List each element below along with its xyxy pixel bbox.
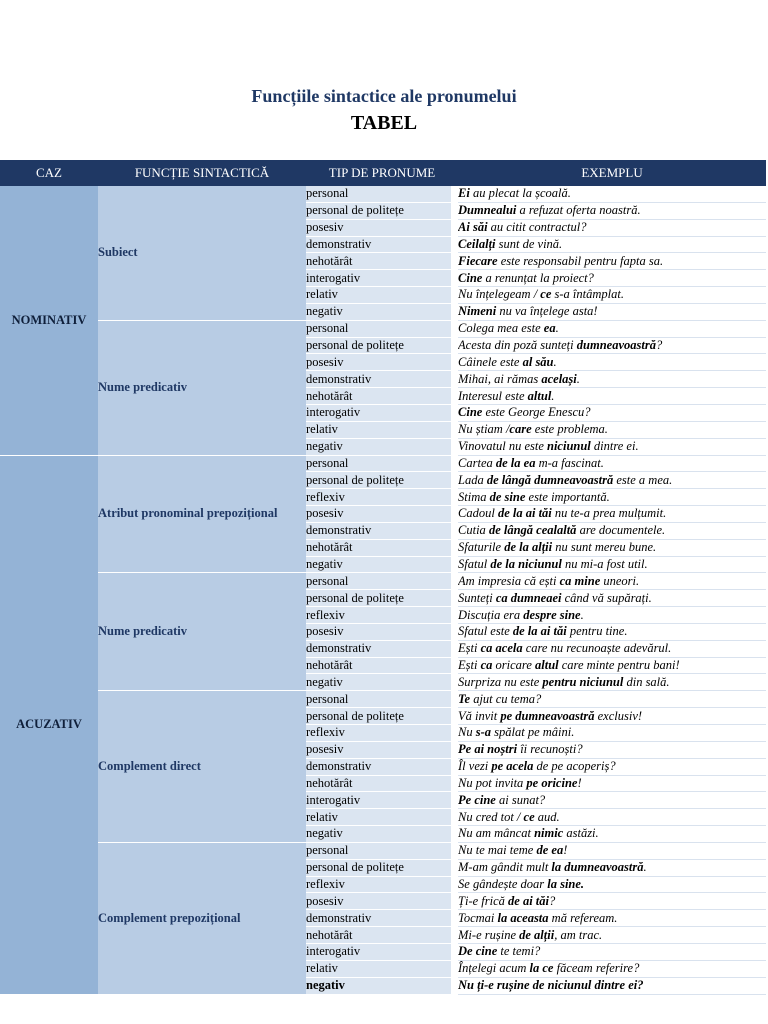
pronoun-type-cell: demonstrativ [306,522,451,539]
example-cell [458,421,766,438]
example-cell [458,775,766,792]
example-pronoun: Ai săi [458,220,488,235]
example-pronoun: Ceilalți [458,236,496,251]
pronoun-type-cell: reflexiv [306,725,451,742]
example-pronoun: de la ai tăi [497,506,552,521]
column-gap [451,573,458,590]
syntactic-function-cell: Complement prepozițional [98,842,306,994]
example-cell [458,186,766,202]
column-gap [451,337,458,354]
pronoun-type-cell: negativ [306,977,451,994]
example-text: Surpriza nu este [458,674,543,689]
pronoun-type-cell: personal [306,186,451,202]
column-gap [451,287,458,304]
example-pronoun: care [509,422,532,437]
example-text: ajut cu tema? [470,691,542,706]
example-cell [458,960,766,977]
example-text: Nu știam / [458,422,510,437]
column-gap [451,320,458,337]
example-text: oricare [492,658,535,673]
example-text: Nu am mâncat [458,826,535,841]
example-cell [458,219,766,236]
example-pronoun: la sine. [547,877,585,892]
pronoun-type-cell: personal de politețe [306,590,451,607]
column-gap [451,960,458,977]
example-text: Nu te mai teme [458,843,537,858]
example-pronoun: de la ai tăi [512,624,567,639]
pronoun-type-cell: personal de politețe [306,337,451,354]
example-pronoun: Ei [458,186,470,201]
example-text: nu sunt mereu bune. [552,540,657,555]
column-gap [451,826,458,843]
column-gap [451,657,458,674]
example-cell [458,842,766,859]
document-title: Funcțiile sintactice ale pronumelui [251,86,517,106]
example-text: Ți-e frică [458,893,509,908]
case-cell: ACUZATIV [0,455,98,994]
example-text: nu va înțelege asta! [496,304,598,319]
syntactic-function-cell: Atribut pronominal prepozițional [98,455,306,573]
column-gap [451,438,458,455]
pronoun-type-cell: relativ [306,809,451,826]
example-text: nu mi-a fost util. [561,556,648,571]
example-pronoun: pe oricine [526,775,578,790]
pronoun-type-cell: personal [306,842,451,859]
example-pronoun: același [541,371,577,386]
example-text: . [576,371,580,386]
example-text: Acesta din poză sunteți [458,338,577,353]
example-cell [458,809,766,826]
example-cell [458,337,766,354]
example-text: este importantă. [525,489,610,504]
column-gap [451,455,458,472]
pronoun-type-cell: posesiv [306,741,451,758]
example-text: sunt de vină. [495,236,563,251]
example-text: Ești [458,641,481,656]
example-pronoun: altul [527,388,552,403]
pronoun-type-cell: interogativ [306,943,451,960]
pronoun-type-cell: demonstrativ [306,236,451,253]
example-text: au plecat la școală. [469,186,571,201]
column-gap [451,202,458,219]
example-cell [458,472,766,489]
example-pronoun: ce [540,287,552,302]
example-pronoun: ca dumneaei [495,590,562,605]
example-cell [458,893,766,910]
table-row [0,691,766,708]
pronoun-type-cell: demonstrativ [306,640,451,657]
table-header-row [0,160,766,186]
example-pronoun: de sine [489,489,526,504]
example-pronoun: Pe cine [458,792,496,807]
example-text: este George Enescu? [482,405,591,420]
syntactic-function-cell: Nume predicativ [98,320,306,455]
pronoun-type-cell: relativ [306,421,451,438]
column-gap [451,725,458,742]
column-gap [451,556,458,573]
pronoun-type-cell: posesiv [306,354,451,371]
example-cell [458,741,766,758]
example-text: exclusiv! [594,708,643,723]
example-cell [458,977,766,994]
example-text: Nu cred tot / [458,809,524,824]
example-cell [458,691,766,708]
column-gap [451,674,458,691]
pronoun-type-cell: personal de politețe [306,202,451,219]
example-cell [458,859,766,876]
example-text: de pe acoperiș? [533,759,616,774]
column-gap [451,270,458,287]
pronoun-type-cell: nehotărât [306,539,451,556]
example-cell [458,388,766,405]
example-text: Vă invit [458,708,501,723]
example-pronoun: ca acela [480,641,523,656]
column-gap [451,758,458,775]
pronoun-type-cell: posesiv [306,506,451,523]
example-cell [458,927,766,944]
example-pronoun: Nimeni [458,304,497,319]
example-pronoun: la ce [529,961,554,976]
example-text: făceam referire? [553,961,640,976]
pronoun-type-cell: relativ [306,287,451,304]
column-gap [451,219,458,236]
pronoun-type-cell: negativ [306,438,451,455]
example-cell [458,623,766,640]
example-text: Cartea [458,455,496,470]
table-row [0,186,766,202]
example-cell [458,758,766,775]
example-text: m-a fascinat. [535,455,604,470]
example-text: Mi-e rușine [458,927,520,942]
example-text: Mihai, ai rămas [458,371,542,386]
pronoun-type-cell: personal [306,320,451,337]
example-pronoun: Te [458,691,471,706]
example-pronoun: pe dumneavoastră [500,708,595,723]
example-text: Vinovatul nu este [458,439,547,454]
example-text: . [555,321,559,336]
example-text: ? [655,338,663,353]
example-text: , am trac. [554,927,603,942]
pronoun-type-cell: personal [306,573,451,590]
example-text: a refuzat oferta noastră. [516,203,641,218]
example-text: din sală. [623,674,670,689]
pronoun-type-cell: demonstrativ [306,758,451,775]
example-cell [458,708,766,725]
example-text: Câinele este [458,354,523,369]
example-pronoun: de la alții [504,540,553,555]
example-text: Stima [458,489,490,504]
example-pronoun: de lângă dumneavoastră [486,472,614,487]
example-text: au citit contractul? [487,220,587,235]
example-text: Sfatul este [458,624,513,639]
example-cell [458,253,766,270]
example-pronoun: nimic [534,826,564,841]
example-text: este a mea. [613,472,673,487]
example-cell [458,320,766,337]
example-pronoun: Pe ai noștri [458,742,518,757]
example-text: . [643,860,647,875]
example-text: are documentele. [576,523,666,538]
example-pronoun: Cine [458,405,483,420]
pronoun-type-cell: nehotărât [306,253,451,270]
example-cell [458,792,766,809]
column-gap [451,371,458,388]
column-gap [451,640,458,657]
example-text: a renunțat la proiect? [482,270,594,285]
pronoun-type-cell: interogativ [306,404,451,421]
column-gap [451,607,458,624]
pronoun-type-cell: reflexiv [306,876,451,893]
example-pronoun: De cine [458,944,498,959]
column-gap [451,943,458,960]
syntactic-function-cell: Complement direct [98,691,306,843]
pronoun-type-cell: personal de politețe [306,472,451,489]
example-text: dintre ei. [590,439,639,454]
example-pronoun: de ea [536,843,564,858]
example-cell [458,287,766,304]
example-text: Nu [458,725,476,740]
example-text: . [553,354,557,369]
pronoun-type-cell: posesiv [306,623,451,640]
example-pronoun: ea [543,321,556,336]
column-gap [451,809,458,826]
example-pronoun: Nu ți-e rușine de niciunul dintre ei? [458,978,644,993]
table-row [0,455,766,472]
example-text: Nu înțelegeam / [458,287,541,302]
pronoun-type-cell: demonstrativ [306,371,451,388]
pronoun-type-cell: negativ [306,674,451,691]
example-text: Tocmai [458,910,498,925]
pronoun-type-cell: relativ [306,960,451,977]
example-pronoun: la aceasta [497,910,549,925]
example-cell [458,826,766,843]
example-text: Interesul este [458,388,528,403]
example-text: . [551,388,555,403]
example-text: Sfaturile [458,540,505,555]
example-text: Sunteți [458,590,496,605]
example-text: mă refeream. [548,910,618,925]
example-text: ! [563,843,568,858]
pronoun-type-cell: demonstrativ [306,910,451,927]
pronoun-type-cell: reflexiv [306,489,451,506]
example-text: este problema. [531,422,608,437]
pronoun-type-cell: nehotărât [306,775,451,792]
column-gap [451,927,458,944]
column-gap [451,859,458,876]
pronoun-type-cell: negativ [306,556,451,573]
pronoun-type-cell: posesiv [306,219,451,236]
example-pronoun: la dumneavoastră [551,860,644,875]
example-pronoun: Fiecare [458,253,498,268]
example-cell [458,539,766,556]
example-cell [458,556,766,573]
column-gap [451,522,458,539]
table-body [0,186,766,994]
example-cell [458,674,766,691]
table-row [0,842,766,859]
pronoun-type-cell: negativ [306,303,451,320]
table-row [0,320,766,337]
column-gap [451,623,458,640]
column-gap [451,388,458,405]
example-cell [458,943,766,960]
example-cell [458,270,766,287]
example-text: Se gândește doar [458,877,548,892]
example-cell [458,506,766,523]
example-text: îi recunoști? [517,742,583,757]
column-gap [451,404,458,421]
header-example: EXEMPLU [458,160,766,186]
example-pronoun: dumneavoastră [576,338,656,353]
example-text: te temi? [497,944,541,959]
column-gap [451,472,458,489]
example-text: Cutia [458,523,489,538]
column-gap [451,910,458,927]
example-text: Colega mea este [458,321,544,336]
header-function: FUNCȚIE SINTACTICĂ [98,160,306,186]
pronoun-type-cell: nehotărât [306,657,451,674]
example-text: aud. [534,809,560,824]
column-gap [451,539,458,556]
example-text: astăzi. [563,826,599,841]
column-gap [451,893,458,910]
column-gap [451,421,458,438]
example-text: Discuția era [458,607,524,622]
example-text: Am impresia că ești [458,573,560,588]
example-cell [458,489,766,506]
example-pronoun: de la ea [495,455,536,470]
example-text: este responsabil pentru fapta sa. [497,253,664,268]
example-cell [458,236,766,253]
pronoun-type-cell: negativ [306,826,451,843]
header-case: CAZ [0,160,98,186]
column-gap [451,977,458,994]
syntactic-function-cell: Subiect [98,186,306,320]
example-pronoun: s-a [475,725,492,740]
example-cell [458,876,766,893]
column-gap [451,708,458,725]
example-pronoun: Dumnealui [458,203,517,218]
pronoun-type-cell: posesiv [306,893,451,910]
column-gap [451,506,458,523]
example-pronoun: ce [523,809,535,824]
example-pronoun: Cine [458,270,483,285]
example-pronoun: ca [480,658,493,673]
example-text: Lada [458,472,487,487]
example-text: ? [548,893,556,908]
column-gap [451,590,458,607]
example-cell [458,303,766,320]
column-gap [451,186,458,202]
example-cell [458,455,766,472]
column-gap [451,792,458,809]
document-subtitle: TABEL [350,112,418,134]
pronoun-type-cell: personal [306,455,451,472]
example-pronoun: altul [535,658,559,673]
column-gap [451,354,458,371]
example-cell [458,202,766,219]
example-text: Îl vezi [458,759,492,774]
example-pronoun: despre sine [523,607,581,622]
example-text: Cadoul [458,506,498,521]
pronoun-type-cell: reflexiv [306,607,451,624]
example-cell [458,640,766,657]
example-pronoun: de la niciunul [490,556,562,571]
example-cell [458,354,766,371]
example-text: când vă supărați. [561,590,652,605]
example-text: care minte pentru bani! [558,658,680,673]
column-gap [451,775,458,792]
example-pronoun: pentru niciunul [542,674,624,689]
example-text: Ești [458,658,481,673]
example-cell [458,590,766,607]
example-pronoun: ca mine [559,573,601,588]
pronoun-type-cell: interogativ [306,270,451,287]
example-pronoun: pe acela [491,759,534,774]
example-cell [458,910,766,927]
example-cell [458,657,766,674]
example-text: ! [577,775,582,790]
example-text: M-am gândit mult [458,860,552,875]
example-cell [458,438,766,455]
example-pronoun: al său [522,354,554,369]
example-cell [458,607,766,624]
example-pronoun: niciunul [547,439,591,454]
pronoun-type-cell: nehotărât [306,388,451,405]
example-cell [458,573,766,590]
example-text: nu te-a prea mulțumit. [551,506,667,521]
example-text: care nu recunoaște adevărul. [522,641,672,656]
case-cell: NOMINATIV [0,186,98,455]
pronoun-type-cell: personal [306,691,451,708]
example-pronoun: de alții [519,927,555,942]
pronoun-type-cell: personal de politețe [306,859,451,876]
pronoun-type-cell: nehotărât [306,927,451,944]
example-cell [458,371,766,388]
column-gap [451,253,458,270]
column-gap [451,236,458,253]
example-pronoun: de lângă cealaltă [488,523,577,538]
column-gap [451,876,458,893]
example-text: uneori. [600,573,640,588]
header-pronoun-type: TIP DE PRONUME [306,160,458,186]
column-gap [451,489,458,506]
example-text: . [580,607,584,622]
example-text: Înțelegi acum [458,961,530,976]
example-cell [458,404,766,421]
pronoun-type-cell: interogativ [306,792,451,809]
pronoun-functions-table [0,160,766,995]
column-gap [451,842,458,859]
column-gap [451,303,458,320]
example-text: pentru tine. [566,624,628,639]
example-cell [458,725,766,742]
column-gap [451,691,458,708]
syntactic-function-cell: Nume predicativ [98,573,306,691]
column-gap [451,741,458,758]
example-text: Nu pot invita [458,775,527,790]
example-pronoun: de ai tăi [508,893,549,908]
example-cell [458,522,766,539]
example-text: s-a întâmplat. [551,287,624,302]
example-text: spălat pe mâini. [491,725,575,740]
example-text: Sfatul [458,556,491,571]
table-row [0,573,766,590]
pronoun-type-cell: personal de politețe [306,708,451,725]
example-text: ai sunat? [495,792,546,807]
